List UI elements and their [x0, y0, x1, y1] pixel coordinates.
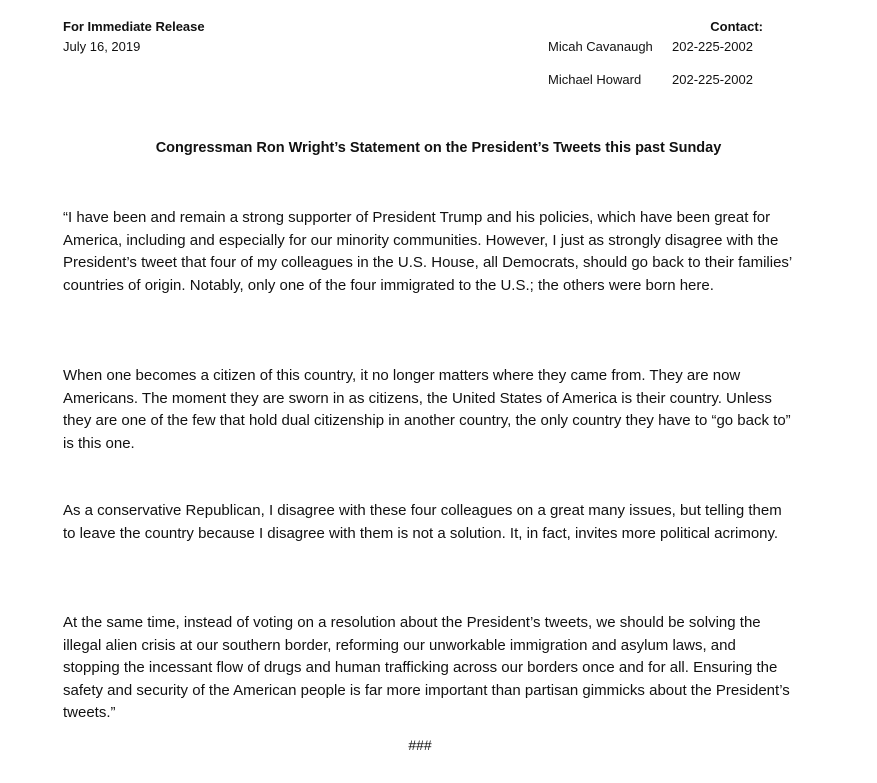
release-date: July 16, 2019	[63, 39, 141, 54]
contact-label: Contact:	[710, 19, 763, 34]
statement-title: Congressman Ron Wright’s Statement on the President’s Tweets this past Sunday	[155, 140, 722, 156]
release-label: For Immediate Release	[63, 19, 205, 34]
statement-paragraph: “I have been and remain a strong supporter of President Trump and his policies, which have been great for America, including and especially for our minority communities. However, I just as strongly disagree with the President’s tweet that four of my colleagues in the U.S. House, all Democrats, should go back to their families’ countries of origin. Notably, only one of the four immigrated to the U.S.; the others were born here.	[63, 209, 792, 294]
contact-name: Michael Howard	[548, 72, 642, 87]
contact-phone: 202-225-2002	[672, 72, 753, 87]
end-mark: ###	[408, 737, 432, 753]
statement-paragraph: When one becomes a citizen of this country, it no longer matters where they came from. They are now Americans. The moment they are sworn in as citizens, the United States of America is their country. Unless they are one of the few that hold dual citizenship in another country, the only country they have to “go back to” is this one.	[63, 367, 791, 452]
contact-phone: 202-225-2002	[672, 39, 753, 54]
contact-name: Micah Cavanaugh	[548, 39, 653, 54]
statement-paragraph: At the same time, instead of voting on a resolution about the President’s tweets, we should be solving the illegal alien crisis at our southern border, reforming our unworkable immigration and asylum laws, and stopping the incessant flow of drugs and human trafficking across our borders once and for all. Ensuring the safety and security of the American people is far more important than partisan gimmicks about the President’s tweets.”	[63, 614, 790, 721]
statement-paragraph: As a conservative Republican, I disagree with these four colleagues on a great many issues, but telling them to leave the country because I disagree with them is not a solution. It, in fact, invites more political acrimony.	[63, 502, 782, 542]
